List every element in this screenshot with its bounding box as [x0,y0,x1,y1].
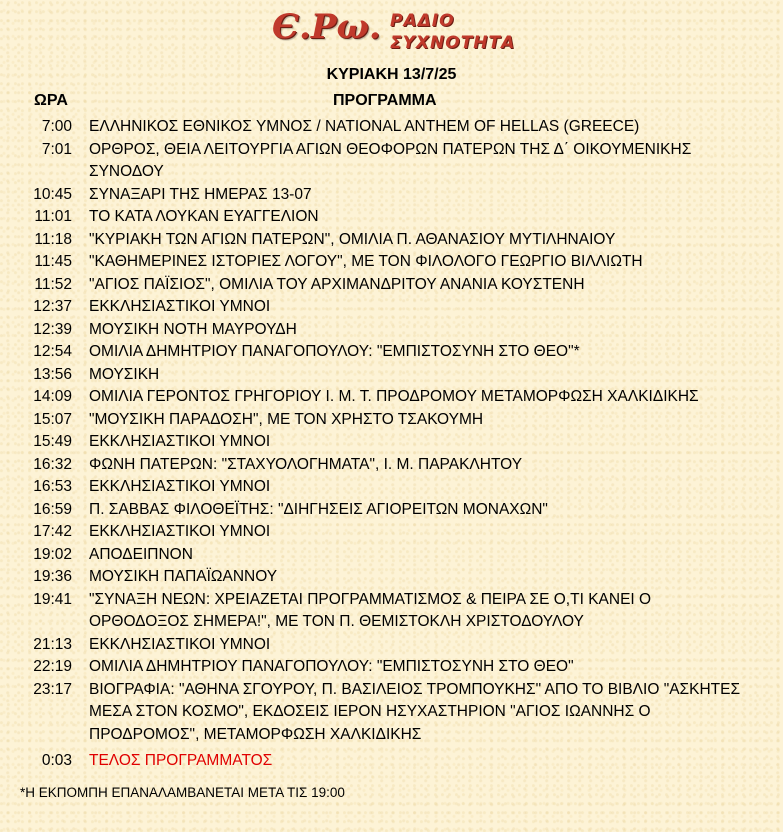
header [0,0,783,62]
schedule-row [0,521,783,544]
schedule-row [0,364,783,387]
schedule-row [0,386,783,409]
schedule-program: "ΚΥΡΙΑΚΗ ΤΩΝ ΑΓΙΩΝ ΠΑΤΕΡΩΝ", ΟΜΙΛΙΑ Π. ΑΘΑΝΑΣΙΟΥ ΜΥΤΙΛΗΝΑΙΟΥ [89,230,616,248]
schedule-row [0,409,783,432]
schedule-time: 15:07 [33,410,72,428]
schedule-program: ΕΛΛΗΝΙΚΟΣ ΕΘΝΙΚΟΣ ΥΜΝΟΣ / NATIONAL ANTHEM OF HELLAS (GREECE) [89,118,640,135]
schedule-row [0,341,783,364]
schedule-program: "ΚΑΘΗΜΕΡΙΝΕΣ ΙΣΤΟΡΙΕΣ ΛΟΓΟΥ", ΜΕ ΤΟΝ ΦΙΛΟΛΟΓΟ ΓΕΩΡΓΙΟ ΒΙΛΛΙΩΤΗ [89,253,643,270]
schedule-program: ΕΚΚΛΗΣΙΑΣΤΙΚΟΙ ΥΜΝΟΙ [89,298,271,315]
schedule-time: 19:41 [33,590,72,608]
column-header-time: ΩΡΑ [34,92,68,109]
schedule-time: 11:52 [34,275,72,293]
schedule-row [0,656,783,679]
schedule-time: 16:32 [33,455,72,473]
schedule-program: ΟΜΙΛΙΑ ΔΗΜΗΤΡΙΟΥ ΠΑΝΑΓΟΠΟΥΛΟΥ: "ΕΜΠΙΣΤΟΣΥΝΗ ΣΤΟ ΘΕΟ" [89,658,574,675]
schedule-row [0,431,783,454]
schedule-time: 11:18 [34,230,72,248]
schedule-program: ΑΠΟΔΕΙΠΝΟΝ [89,545,193,563]
schedule-time: 15:49 [33,433,72,450]
column-header-program: ΠΡΟΓΡΑΜΜΑ [333,92,437,109]
schedule-program: ΕΚΚΛΗΣΙΑΣΤΙΚΟΙ ΥΜΝΟΙ [89,523,271,540]
schedule-time: 19:02 [33,545,72,563]
schedule-time: 16:53 [33,478,72,495]
schedule-program: ΜΟΥΣΙΚΗ ΠΑΠΑΪΩΑΝΝΟΥ [89,568,278,585]
schedule-list [0,116,783,773]
schedule-program: "ΣΥΝΑΞΗ ΝΕΩΝ: ΧΡΕΙΑΖΕΤΑΙ ΠΡΟΓΡΑΜΜΑΤΙΣΜΟΣ & ΠΕΙΡΑ ΣΕ Ο,ΤΙ ΚΑΝΕΙ Ο ΟΡΘΟΔΟΞΟΣ ΣΗΜΕΡΑ!", ΜΕ ΤΟΝ Π. ΘΕΜΙΣΤΟΚΛΗ ΧΡΙΣΤΟΔΟΥΛΟΥ [89,590,652,630]
schedule-time: 12:54 [33,343,72,360]
schedule-row [0,274,783,297]
schedule-time: 11:01 [34,208,72,225]
schedule-time: 16:59 [33,500,72,518]
schedule-program: ΣΥΝΑΞΑΡΙ ΤΗΣ ΗΜΕΡΑΣ 13-07 [89,185,312,203]
station-name-line1: ΡΑΔΙΟ [390,11,455,31]
schedule-program: Π. ΣΑΒΒΑΣ ΦΙΛΟΘΕΪΤΗΣ: "ΔΙΗΓΗΣΕΙΣ ΑΓΙΟΡΕΙΤΩΝ ΜΟΝΑΧΩΝ" [89,500,548,518]
footnote: *Η ΕΚΠΟΜΠΗ ΕΠΑΝΑΛΑΜΒΑΝΕΤΑΙ ΜΕΤΑ ΤΙΣ 19:00 [20,785,345,800]
schedule-row [0,251,783,274]
schedule-time: 13:56 [33,365,72,383]
schedule-row [0,206,783,229]
schedule-date: ΚΥΡΙΑΚΗ 13/7/25 [326,66,457,83]
schedule-program: ΕΚΚΛΗΣΙΑΣΤΙΚΟΙ ΥΜΝΟΙ [89,635,271,653]
schedule-time: 7:01 [41,140,72,158]
schedule-program: ΒΙΟΓΡΑΦΙΑ: "ΑΘΗΝΑ ΣΓΟΥΡΟΥ, Π. ΒΑΣΙΛΕΙΟΣ ΤΡΟΜΠΟΥΚΗΣ" ΑΠΟ ΤΟ ΒΙΒΛΙΟ "ΑΣΚΗΤΕΣ ΜΕΣΑ ΣΤΟΝ ΚΟΣΜΟ", ΕΚΔΟΣΕΙΣ ΙΕΡΟΝ ΗΣΥΧΑΣΤΗΡΙΟΝ "ΑΓΙΟΣ ΙΩΑΝΝΗΣ Ο ΠΡΟΔΡΟΜΟΣ", ΜΕΤΑΜΟΡΦΩΣΗ ΧΑΛΚΙΔΙΚΗΣ [89,680,741,743]
schedule-time: 11:45 [34,253,72,270]
schedule-program: ΟΡΘΡΟΣ, ΘΕΙΑ ΛΕΙΤΟΥΡΓΙΑ ΑΓΙΩΝ ΘΕΟΦΟΡΩΝ ΠΑΤΕΡΩΝ ΤΗΣ Δ΄ ΟΙΚΟΥΜΕΝΙΚΗΣ ΣΥΝΟΔΟΥ [89,140,692,180]
schedule-row [0,116,783,139]
schedule-program: ΜΟΥΣΙΚΗ ΝΟΤΗ ΜΑΥΡΟΥΔΗ [89,320,297,338]
schedule-program: ΤΟ ΚΑΤΑ ΛΟΥΚΑΝ ΕΥΑΓΓΕΛΙΟΝ [89,208,319,225]
schedule-row [0,139,783,184]
end-time: 0:03 [41,752,72,769]
schedule-program: ΕΚΚΛΗΣΙΑΣΤΙΚΟΙ ΥΜΝΟΙ [89,433,271,450]
schedule-row [0,679,783,747]
schedule-program: "ΑΓΙΟΣ ΠΑΪΣΙΟΣ", ΟΜΙΛΙΑ ΤΟΥ ΑΡΧΙΜΑΝΔΡΙΤΟΥ ΑΝΑΝΙΑ ΚΟΥΣΤΕΝΗ [89,275,585,293]
schedule-row [0,544,783,567]
schedule-row [0,319,783,342]
schedule-row [0,296,783,319]
schedule-program: ΕΚΚΛΗΣΙΑΣΤΙΚΟΙ ΥΜΝΟΙ [89,478,271,495]
schedule-time: 12:37 [33,298,72,315]
schedule-row [0,634,783,657]
schedule-time: 17:42 [33,523,72,540]
schedule-program: "ΜΟΥΣΙΚΗ ΠΑΡΑΔΟΣΗ", ΜΕ ΤΟΝ ΧΡΗΣΤΟ ΤΣΑΚΟΥΜΗ [89,410,484,428]
schedule-row [0,566,783,589]
schedule-time: 23:17 [33,680,72,698]
end-program-label: ΤΕΛΟΣ ΠΡΟΓΡΑΜΜΑΤΟΣ [89,752,273,769]
schedule-row [0,229,783,252]
schedule-time: 21:13 [33,635,72,653]
schedule-row [0,589,783,634]
schedule-program: ΦΩΝΗ ΠΑΤΕΡΩΝ: "ΣΤΑΧΥΟΛΟΓΗΜΑΤΑ", Ι. Μ. ΠΑΡΑΚΛΗΤΟΥ [89,455,523,473]
schedule-program: ΜΟΥΣΙΚΗ [89,365,160,383]
schedule-program: ΟΜΙΛΙΑ ΓΕΡΟΝΤΟΣ ΓΡΗΓΟΡΙΟΥ Ι. Μ. Τ. ΠΡΟΔΡΟΜΟΥ ΜΕΤΑΜΟΡΦΩΣΗ ΧΑΛΚΙΔΙΚΗΣ [89,388,699,405]
station-name [390,10,515,54]
schedule-time: 14:09 [33,388,72,405]
schedule-time: 12:39 [33,320,72,338]
station-logo: Є.Ρω. [272,7,381,47]
schedule-end-row [0,750,783,773]
schedule-program: ΟΜΙΛΙΑ ΔΗΜΗΤΡΙΟΥ ΠΑΝΑΓΟΠΟΥΛΟΥ: "ΕΜΠΙΣΤΟΣΥΝΗ ΣΤΟ ΘΕΟ"* [89,343,580,360]
schedule-time: 10:45 [33,185,72,203]
schedule-time: 19:36 [33,568,72,585]
schedule-row [0,476,783,499]
schedule-time: 22:19 [33,658,72,675]
schedule-row [0,184,783,207]
schedule-time: 7:00 [41,118,72,135]
station-name-line2: ΣΥΧΝΟΤΗΤΑ [390,33,516,53]
schedule-row [0,499,783,522]
schedule-row [0,454,783,477]
